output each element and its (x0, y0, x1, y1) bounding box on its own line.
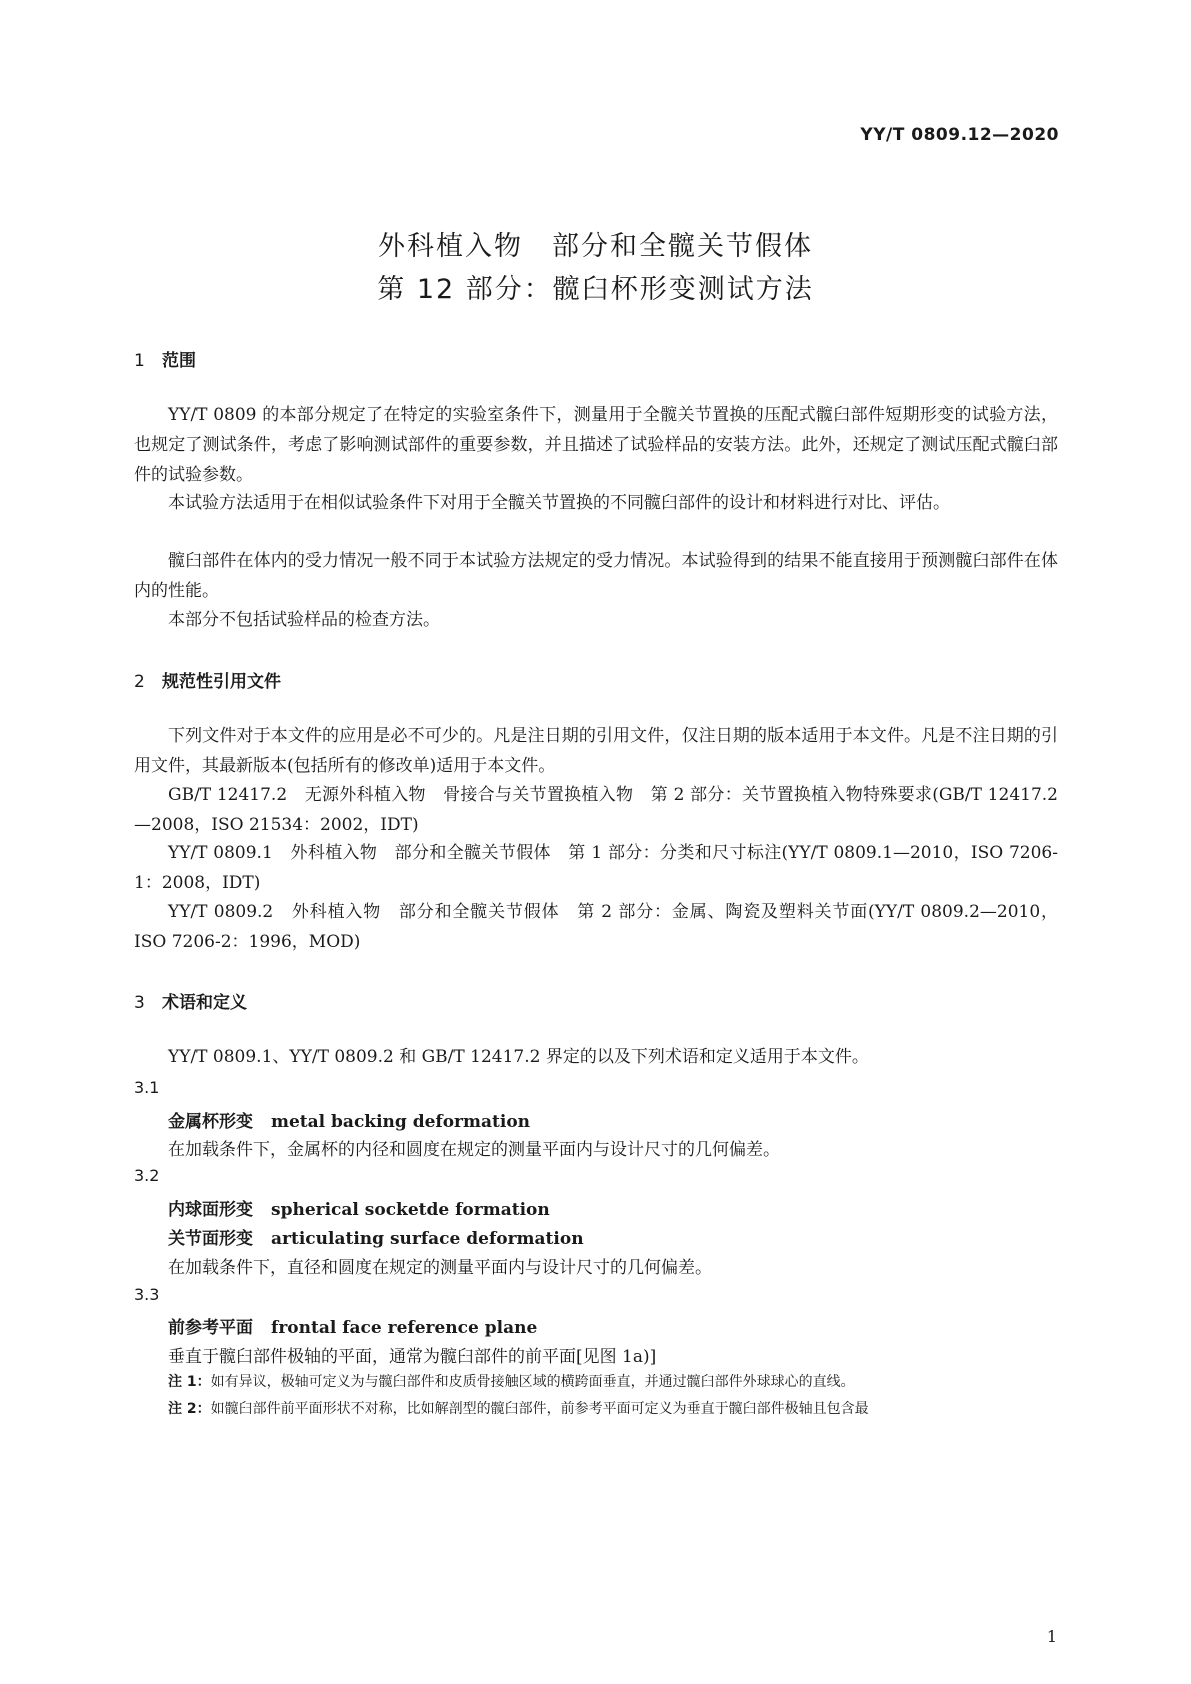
term-name (168, 1195, 550, 1220)
term-name-en: spherical socketde formation (271, 1200, 550, 1220)
term-number: 3.3 (134, 1285, 160, 1304)
reference-entry: YY/T 0809.1 外科植入物 部分和全髋关节假体 第 1 部分：分类和尺寸标注(YY/T 0809.1—2010，ISO 7206-1：2008，IDT) (134, 843, 1058, 893)
section-heading-terms-and-definitions (134, 988, 247, 1013)
term-note (168, 1369, 1058, 1395)
term-definition: 在加载条件下，直径和圆度在规定的测量平面内与设计尺寸的几何偏差。 (168, 1258, 712, 1278)
section-heading-normative-references (134, 667, 281, 692)
reference-entry: GB/T 12417.2 无源外科植入物 骨接合与关节置换植入物 第 2 部分：关节置换植入物特殊要求(GB/T 12417.2—2008，ISO 21534：2002，IDT) (134, 785, 1058, 835)
paragraph: 下列文件对于本文件的应用是必不可少的。凡是注日期的引用文件，仅注日期的版本适用于本文件。凡是不注日期的引用文件，其最新版本(包括所有的修改单)适用于本文件。 (134, 726, 1058, 776)
term-name-zh: 金属杯形变 (168, 1112, 253, 1132)
section-title: 术语和定义 (162, 993, 247, 1013)
term-name-en: metal backing deformation (271, 1112, 531, 1132)
standard-code: YY/T 0809.12—2020 (860, 125, 1059, 145)
document-title (0, 225, 1191, 311)
section-title: 范围 (162, 351, 196, 371)
term-name (168, 1313, 537, 1338)
term-note (168, 1396, 1058, 1422)
page-number: 1 (1046, 1627, 1057, 1646)
term-name (168, 1107, 530, 1132)
term-name-zh: 关节面形变 (168, 1229, 253, 1249)
section-number: 1 (134, 351, 145, 371)
term-name-synonym (168, 1224, 584, 1249)
paragraph: 本试验方法适用于在相似试验条件下对用于全髋关节置换的不同髋臼部件的设计和材料进行对比、评估。 (168, 493, 950, 513)
term-name-zh: 前参考平面 (168, 1318, 253, 1338)
title-line-1: 外科植入物 部分和全髋关节假体 (378, 231, 813, 262)
note-label: 注 2： (168, 1401, 211, 1417)
paragraph: 本部分不包括试验样品的检查方法。 (168, 610, 440, 630)
term-name-zh: 内球面形变 (168, 1200, 253, 1220)
note-text: 如髋臼部件前平面形状不对称，比如解剖型的髋臼部件，前参考平面可定义为垂直于髋臼部件极轴且包含最 (210, 1401, 869, 1417)
note-label: 注 1： (168, 1374, 211, 1390)
term-definition: 在加载条件下，金属杯的内径和圆度在规定的测量平面内与设计尺寸的几何偏差。 (168, 1140, 780, 1160)
term-name-en: frontal face reference plane (271, 1318, 538, 1338)
title-line-2: 第 12 部分：髋臼杯形变测试方法 (377, 274, 814, 305)
reference-entry: YY/T 0809.2 外科植入物 部分和全髋关节假体 第 2 部分：金属、陶瓷及塑料关节面(YY/T 0809.2—2010，ISO 7206-2：1996，MOD) (134, 902, 1058, 952)
term-name-en: articulating surface deformation (271, 1229, 584, 1249)
section-number: 3 (134, 993, 145, 1013)
section-number: 2 (134, 672, 145, 692)
term-number: 3.1 (134, 1078, 160, 1097)
term-definition: 垂直于髋臼部件极轴的平面，通常为髋臼部件的前平面[见图 1a)] (168, 1347, 657, 1367)
paragraph: YY/T 0809 的本部分规定了在特定的实验室条件下，测量用于全髋关节置换的压配式髋臼部件短期形变的试验方法，也规定了测试条件，考虑了影响测试部件的重要参数，并且描述了试验样品的安装方法。此外，还规定了测试压配式髋臼部件的试验参数。 (134, 405, 1058, 485)
term-number: 3.2 (134, 1166, 160, 1185)
section-title: 规范性引用文件 (162, 672, 281, 692)
paragraph: YY/T 0809.1、YY/T 0809.2 和 GB/T 12417.2 界定的以及下列术语和定义适用于本文件。 (168, 1047, 869, 1067)
section-heading-scope (134, 346, 196, 371)
note-text: 如有异议，极轴可定义为与髋臼部件和皮质骨接触区域的横跨面垂直，并通过髋臼部件外球球心的直线。 (210, 1374, 855, 1390)
paragraph: 髋臼部件在体内的受力情况一般不同于本试验方法规定的受力情况。本试验得到的结果不能直接用于预测髋臼部件在体内的性能。 (134, 551, 1058, 601)
